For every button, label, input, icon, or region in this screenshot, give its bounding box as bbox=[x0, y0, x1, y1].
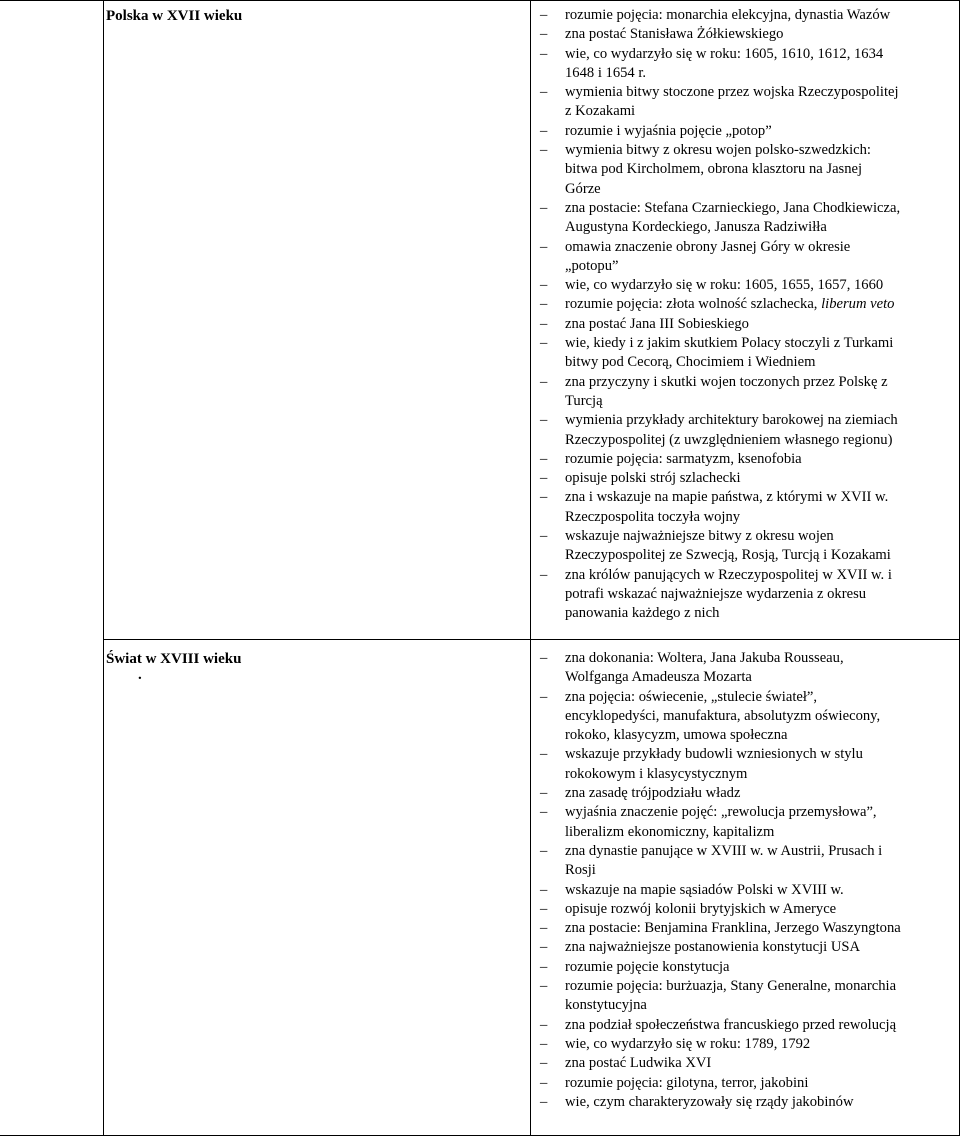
list-item bbox=[531, 295, 959, 314]
list-item-text: rozumie pojęcia: burżuazja, Stany Generalne, monarchia bbox=[565, 978, 897, 995]
bullet-dash: – bbox=[540, 26, 548, 43]
bullet-dash: – bbox=[540, 450, 548, 467]
list-item bbox=[531, 83, 959, 122]
list-item bbox=[531, 25, 959, 44]
list-item-line bbox=[565, 823, 959, 842]
list-item-line bbox=[565, 257, 959, 276]
bullet-dash: – bbox=[540, 881, 548, 898]
list-item-text: rozumie pojęcia: złota wolność szlachecka, bbox=[565, 296, 818, 313]
list-item-line bbox=[565, 276, 959, 295]
list-item bbox=[531, 199, 959, 238]
table-top-border bbox=[0, 0, 960, 1]
bullet-dash: – bbox=[540, 84, 548, 101]
list-item-text: zna postać Stanisława Żółkiewskiego bbox=[565, 26, 784, 43]
list-item-line bbox=[565, 199, 959, 218]
list-item-line bbox=[565, 508, 959, 527]
list-item-text: Wolfganga Amadeusza Mozarta bbox=[565, 669, 752, 686]
list-item-text: panowania każdego z nich bbox=[565, 605, 720, 622]
list-item-line bbox=[565, 1093, 959, 1112]
row-separator bbox=[103, 639, 960, 640]
list-item-line bbox=[565, 334, 959, 353]
bullet-dash: – bbox=[540, 470, 548, 487]
list-item bbox=[531, 803, 959, 842]
row-1-content-cell bbox=[531, 6, 959, 624]
bullet-dash: – bbox=[540, 489, 548, 506]
list-item-text: zna i wskazuje na mapie państwa, z którymi w XVII w. bbox=[565, 489, 889, 506]
list-item-line bbox=[565, 842, 959, 861]
list-item-text: omawia znaczenie obrony Jasnej Góry w okresie bbox=[565, 238, 851, 255]
list-item bbox=[531, 1093, 959, 1112]
list-item-line bbox=[565, 784, 959, 803]
bullet-dash: – bbox=[540, 650, 548, 666]
list-item bbox=[531, 881, 959, 900]
list-item bbox=[531, 842, 959, 881]
list-item-text: encyklopedyści, manufaktura, absolutyzm oświecony, bbox=[565, 707, 881, 724]
row-2-topic-cell bbox=[105, 650, 530, 682]
list-item-text: wyjaśnia znaczenie pojęć: „rewolucja przemysłowa”, bbox=[565, 804, 877, 821]
list-item-text: zna postacie: Benjamina Franklina, Jerzego Waszyngtona bbox=[565, 920, 901, 937]
bullet-dash: – bbox=[540, 45, 548, 62]
list-item-line bbox=[565, 488, 959, 507]
list-item-text: „potopu” bbox=[565, 257, 619, 274]
list-item-text: bitwy pod Cecorą, Chocimiem i Wiedniem bbox=[565, 354, 816, 371]
list-item-text: Rzeczypospolitej (z uwzględnieniem własnego regionu) bbox=[565, 431, 893, 448]
list-item bbox=[531, 276, 959, 295]
list-item-text: zna dynastie panujące w XVIII w. w Austrii, Prusach i bbox=[565, 842, 883, 859]
list-item-line bbox=[565, 1054, 959, 1073]
list-item-text: wie, co wydarzyło się w roku: 1789, 1792 bbox=[565, 1035, 811, 1052]
list-item-line bbox=[565, 1016, 959, 1035]
list-item bbox=[531, 1054, 959, 1073]
list-item-text: zna postać Ludwika XVI bbox=[565, 1055, 712, 1072]
list-item-line bbox=[565, 604, 959, 623]
list-item bbox=[531, 238, 959, 277]
list-item-text: wymienia przykłady architektury barokowej na ziemiach bbox=[565, 412, 898, 429]
list-item-text: wskazuje na mapie sąsiadów Polski w XVIII w. bbox=[565, 881, 844, 898]
list-item-line bbox=[565, 353, 959, 372]
list-item-text: zna królów panujących w Rzeczypospolitej w XVII w. i bbox=[565, 566, 892, 583]
list-item-text: rozumie pojęcia: gilotyna, terror, jakobini bbox=[565, 1074, 809, 1091]
list-item-line bbox=[565, 373, 959, 392]
list-item-line bbox=[565, 546, 959, 565]
list-item-line bbox=[565, 218, 959, 237]
list-item-text: rozumie i wyjaśnia pojęcie „potop” bbox=[565, 122, 772, 139]
list-item-text: zna podział społeczeństwa francuskiego przed rewolucją bbox=[565, 1016, 897, 1033]
list-item-line bbox=[565, 977, 959, 996]
list-item bbox=[531, 688, 959, 746]
list-item-text: zna zasadę trójpodziału władz bbox=[565, 785, 741, 802]
list-item-text: rozumie pojęcia: sarmatyzm, ksenofobia bbox=[565, 450, 802, 467]
bullet-dash: – bbox=[540, 238, 548, 255]
list-item-line bbox=[565, 900, 959, 919]
list-item bbox=[531, 649, 959, 688]
list-item-line bbox=[565, 45, 959, 64]
list-item-line bbox=[565, 585, 959, 604]
list-item-line bbox=[565, 919, 959, 938]
list-item-line bbox=[565, 527, 959, 546]
bullet-dash: – bbox=[540, 1055, 548, 1072]
row-2-content-cell bbox=[531, 649, 959, 1112]
list-item-text: Górze bbox=[565, 180, 601, 197]
bullet-dash: – bbox=[540, 939, 548, 956]
list-item-line bbox=[565, 160, 959, 179]
list-item-line bbox=[565, 315, 959, 334]
bullet-dash: – bbox=[540, 688, 548, 705]
list-item-line bbox=[565, 745, 959, 764]
list-item bbox=[531, 566, 959, 624]
bullet-dash: – bbox=[540, 122, 548, 139]
list-item-line bbox=[565, 996, 959, 1015]
list-item-line bbox=[565, 1074, 959, 1093]
list-item-text: wskazuje przykłady budowli wzniesionych w stylu bbox=[565, 746, 863, 763]
topic-marker: . bbox=[138, 667, 142, 683]
list-item-text: zna postać Jana III Sobieskiego bbox=[565, 315, 749, 332]
list-item bbox=[531, 977, 959, 1016]
list-item-text: konstytucyjna bbox=[565, 997, 647, 1014]
list-item bbox=[531, 938, 959, 957]
bullet-dash: – bbox=[540, 277, 548, 294]
bullet-dash: – bbox=[540, 566, 548, 583]
bullet-dash: – bbox=[540, 142, 548, 159]
list-item-line bbox=[565, 411, 959, 430]
list-item bbox=[531, 900, 959, 919]
bullet-dash: – bbox=[540, 785, 548, 802]
bullet-dash: – bbox=[540, 315, 548, 332]
list-item bbox=[531, 1074, 959, 1093]
list-item-text: zna przyczyny i skutki wojen toczonych przez Polskę z bbox=[565, 373, 888, 390]
list-item-line bbox=[565, 861, 959, 880]
bullet-dash: – bbox=[540, 746, 548, 763]
list-item-line bbox=[565, 668, 959, 687]
list-item-text: wie, czym charakteryzowały się rządy jakobinów bbox=[565, 1093, 854, 1110]
list-item-text: Turcją bbox=[565, 392, 603, 409]
list-item-text: rozumie pojęcie konstytucja bbox=[565, 958, 730, 975]
list-item-line bbox=[565, 450, 959, 469]
list-item-line bbox=[565, 238, 959, 257]
list-item-text: opisuje polski strój szlachecki bbox=[565, 470, 741, 487]
list-item bbox=[531, 45, 959, 84]
list-item-line bbox=[565, 102, 959, 121]
list-item bbox=[531, 958, 959, 977]
list-item bbox=[531, 122, 959, 141]
list-item-line bbox=[565, 958, 959, 977]
list-item-text: zna pojęcia: oświecenie, „stulecie świateł”, bbox=[565, 688, 818, 705]
bullet-dash: – bbox=[540, 804, 548, 821]
list-item-line bbox=[565, 122, 959, 141]
list-item bbox=[531, 141, 959, 199]
list-item-text: wie, co wydarzyło się w roku: 1605, 1610, 1612, 1634 bbox=[565, 45, 884, 62]
column-divider-left bbox=[103, 0, 104, 1136]
list-item-text: Rzeczypospolitej ze Szwecją, Rosją, Turcją i Kozakami bbox=[565, 547, 891, 564]
list-item-text: potrafi wskazać najważniejsze wydarzenia z okresu bbox=[565, 585, 867, 602]
list-item bbox=[531, 1016, 959, 1035]
list-item-text: liberalizm ekonomiczny, kapitalizm bbox=[565, 823, 775, 840]
list-item-text: bitwa pod Kircholmem, obrona klasztoru na Jasnej bbox=[565, 161, 863, 178]
list-item bbox=[531, 315, 959, 334]
list-item-line bbox=[565, 295, 959, 314]
list-item-text: wskazuje najważniejsze bitwy z okresu wojen bbox=[565, 528, 834, 545]
list-item-text: rokoko, klasycyzm, umowa społeczna bbox=[565, 727, 788, 744]
list-item-line bbox=[565, 1035, 959, 1054]
list-item-text: opisuje rozwój kolonii brytyjskich w Ameryce bbox=[565, 900, 837, 917]
bullet-dash: – bbox=[540, 7, 548, 23]
list-item-line bbox=[565, 688, 959, 707]
bullet-dash: – bbox=[540, 412, 548, 429]
list-item-line bbox=[565, 938, 959, 957]
bullet-dash: – bbox=[540, 1074, 548, 1091]
row-1-topic-cell bbox=[105, 7, 530, 25]
bullet-dash: – bbox=[540, 1016, 548, 1033]
bullet-dash: – bbox=[540, 920, 548, 937]
list-item-line bbox=[565, 431, 959, 450]
list-item-line bbox=[565, 180, 959, 199]
list-item-line bbox=[565, 649, 959, 668]
list-item-line bbox=[565, 6, 959, 25]
list-item-text: zna najważniejsze postanowienia konstytucji USA bbox=[565, 939, 861, 956]
list-item-text: wymienia bitwy z okresu wojen polsko-szwedzkich: bbox=[565, 142, 871, 159]
list-item-text: wie, co wydarzyło się w roku: 1605, 1655, 1657, 1660 bbox=[565, 277, 884, 294]
list-item-text: z Kozakami bbox=[565, 103, 636, 120]
italic-term: liberum veto bbox=[821, 296, 895, 313]
bullet-dash: – bbox=[540, 296, 548, 313]
bullet-dash: – bbox=[540, 199, 548, 216]
list-item-line bbox=[565, 25, 959, 44]
bullet-dash: – bbox=[540, 1035, 548, 1052]
list-item-text: wie, kiedy i z jakim skutkiem Polacy stoczyli z Turkami bbox=[565, 335, 894, 352]
list-item-text: 1648 i 1654 r. bbox=[565, 64, 647, 81]
bullet-dash: – bbox=[540, 1093, 548, 1110]
list-item bbox=[531, 373, 959, 412]
list-item-line bbox=[565, 469, 959, 488]
bullet-dash: – bbox=[540, 842, 548, 859]
list-item bbox=[531, 450, 959, 469]
list-item-line bbox=[565, 803, 959, 822]
list-item-text: Rzeczpospolita toczyła wojny bbox=[565, 508, 741, 525]
list-item-line bbox=[565, 566, 959, 585]
list-item-line bbox=[565, 64, 959, 83]
list-item-line bbox=[565, 83, 959, 102]
bullet-dash: – bbox=[540, 373, 548, 390]
list-item bbox=[531, 784, 959, 803]
list-item bbox=[531, 1035, 959, 1054]
list-item-line bbox=[565, 726, 959, 745]
list-item-text: Augustyna Kordeckiego, Janusza Radziwiłła bbox=[565, 219, 827, 236]
list-item bbox=[531, 469, 959, 488]
topic-title: Świat w XVIII wieku bbox=[106, 651, 242, 667]
list-item-text: rokokowym i klasycystycznym bbox=[565, 765, 748, 782]
list-item-line bbox=[565, 881, 959, 900]
list-item-line bbox=[565, 707, 959, 726]
bullet-dash: – bbox=[540, 958, 548, 975]
list-item-text: zna dokonania: Woltera, Jana Jakuba Rousseau, bbox=[565, 650, 844, 666]
table-bottom-border bbox=[0, 1135, 960, 1136]
list-item-line bbox=[565, 141, 959, 160]
list-item bbox=[531, 411, 959, 450]
list-item bbox=[531, 919, 959, 938]
list-item-text: wymienia bitwy stoczone przez wojska Rzeczypospolitej bbox=[565, 84, 899, 101]
list-item bbox=[531, 334, 959, 373]
list-item-text: zna postacie: Stefana Czarnieckiego, Jana Chodkiewicza, bbox=[565, 199, 901, 216]
list-item bbox=[531, 6, 959, 25]
bullet-dash: – bbox=[540, 978, 548, 995]
list-item-text: Rosji bbox=[565, 862, 596, 879]
list-item-line bbox=[565, 765, 959, 784]
bullet-dash: – bbox=[540, 900, 548, 917]
list-item bbox=[531, 745, 959, 784]
bullet-dash: – bbox=[540, 335, 548, 352]
topic-title: Polska w XVII wieku bbox=[106, 8, 243, 24]
bullet-dash: – bbox=[540, 528, 548, 545]
list-item-line bbox=[565, 392, 959, 411]
list-item bbox=[531, 527, 959, 566]
list-item bbox=[531, 488, 959, 527]
list-item-text: rozumie pojęcia: monarchia elekcyjna, dynastia Wazów bbox=[565, 7, 891, 23]
